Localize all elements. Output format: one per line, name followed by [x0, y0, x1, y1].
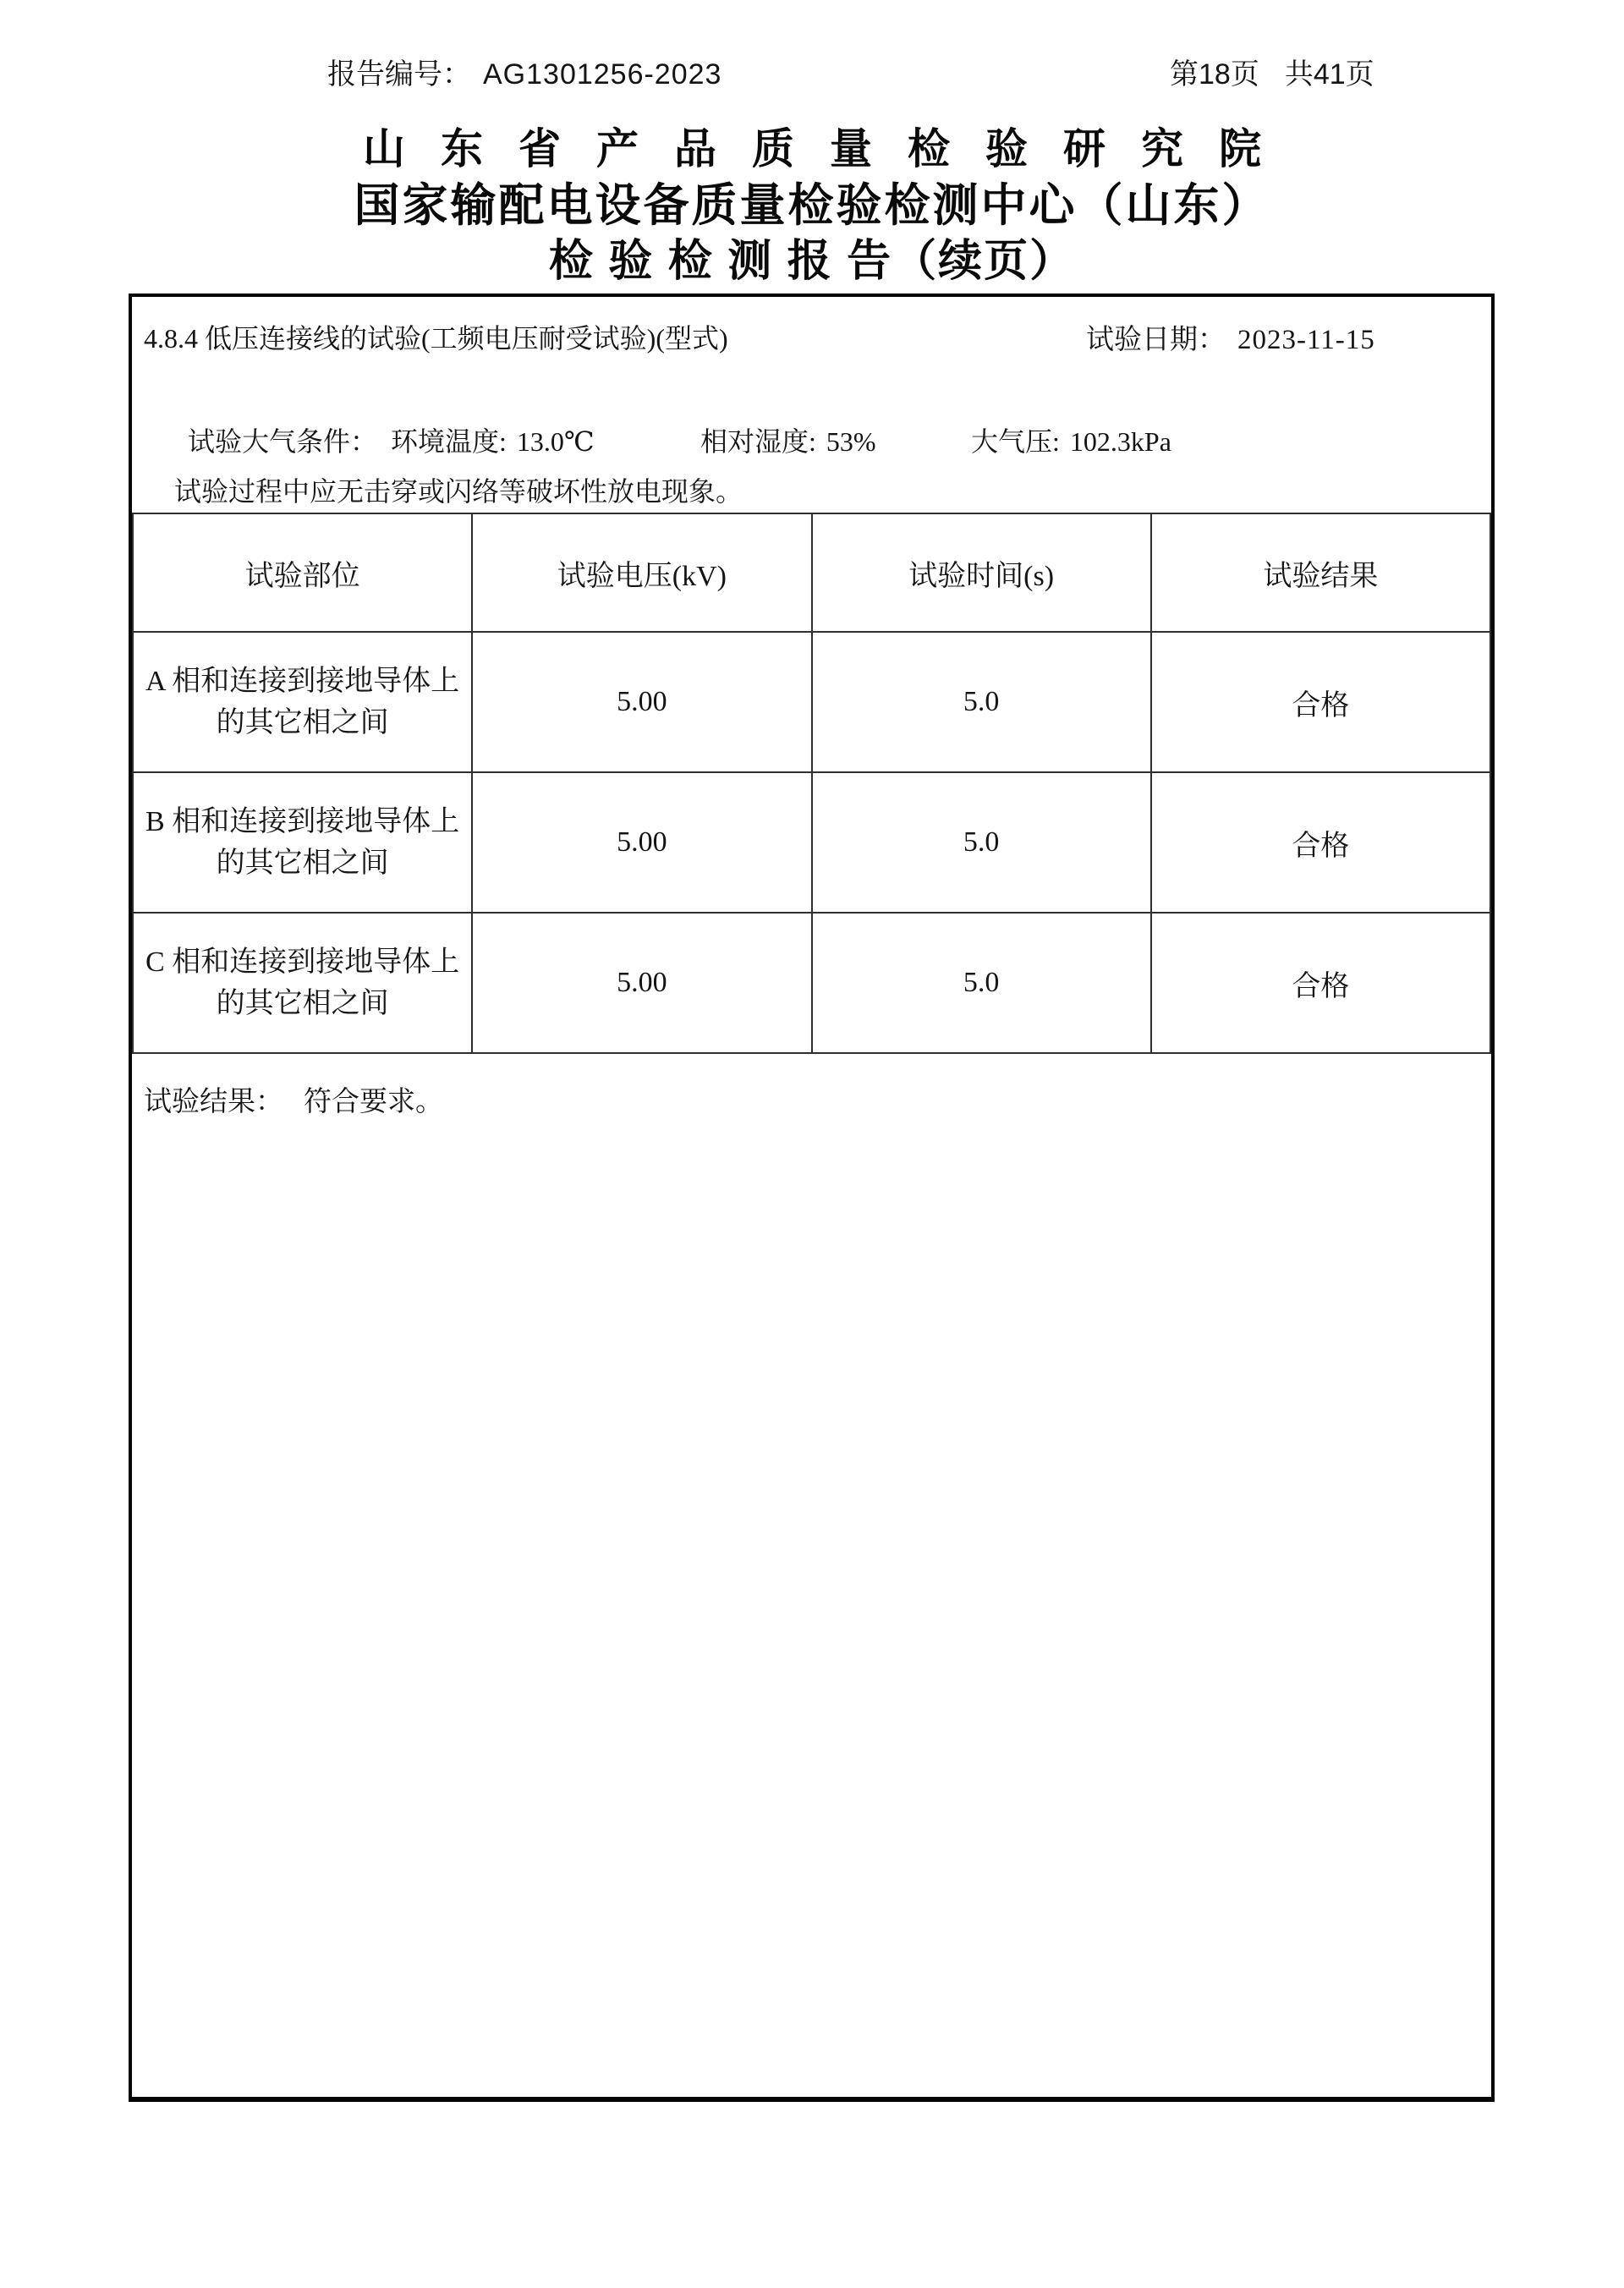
- col-header-voltage: 试验电压(kV): [472, 513, 811, 632]
- test-date-value: 2023-11-15: [1237, 325, 1375, 355]
- report-number-label: 报告编号：: [327, 58, 471, 91]
- voltage-cell: 5.00: [472, 913, 811, 1053]
- humidity-value: 53%: [826, 426, 876, 457]
- table-row: [133, 913, 1490, 1053]
- part-line2: 的其它相之间: [216, 988, 389, 1019]
- report-title: 检 验 检 测 报 告（续页）: [548, 237, 1076, 286]
- test-result-value: 符合要求。: [304, 1087, 443, 1117]
- time-cell: 5.0: [812, 632, 1151, 772]
- center-title: 国家输配电设备质量检验检测中心（山东）: [354, 180, 1270, 231]
- table-row: [133, 772, 1490, 913]
- report-number-value: AG1301256-2023: [483, 58, 722, 91]
- atmospheric-conditions: [132, 420, 1491, 457]
- conditions-label: 试验大气条件：: [188, 426, 378, 457]
- humidity-label: 相对湿度:: [700, 426, 816, 457]
- result-cell: 合格: [1151, 772, 1490, 913]
- test-result-label: 试验结果：: [144, 1087, 283, 1117]
- col-header-result: 试验结果: [1151, 513, 1490, 632]
- part-line2: 的其它相之间: [216, 707, 389, 738]
- page-total: 共41页: [1284, 58, 1374, 91]
- result-cell: 合格: [1151, 632, 1490, 772]
- col-header-time: 试验时间(s): [812, 513, 1151, 632]
- institute-title: 山东省产品质量检验研究院: [363, 125, 1297, 173]
- header-row: [133, 513, 1490, 632]
- part-line1: B 相和连接到接地导体上: [145, 805, 460, 837]
- temperature-item: [391, 420, 595, 459]
- results-table: [132, 513, 1491, 1054]
- temperature-label: 环境温度:: [391, 426, 507, 457]
- page-indicator: [1170, 51, 1374, 92]
- time-cell: 5.0: [812, 772, 1151, 913]
- part-cell: [133, 913, 472, 1053]
- part-cell: [133, 772, 472, 913]
- test-date: [1086, 317, 1375, 357]
- pressure-value: 102.3kPa: [1069, 426, 1171, 457]
- pressure-label: 大气压:: [971, 426, 1060, 457]
- col-header-part: 试验部位: [133, 513, 472, 632]
- pressure-item: [971, 420, 1171, 459]
- page-current: 第18页: [1170, 58, 1259, 91]
- result-cell: 合格: [1151, 913, 1490, 1053]
- test-date-label: 试验日期：: [1086, 325, 1226, 355]
- results-table-header: [133, 513, 1490, 632]
- report-content-box: [129, 294, 1495, 2102]
- humidity-item: [700, 420, 876, 459]
- report-number-line: [327, 51, 721, 92]
- part-line2: 的其它相之间: [216, 848, 389, 879]
- voltage-cell: 5.00: [472, 632, 811, 772]
- table-row: [133, 632, 1490, 772]
- time-cell: 5.0: [812, 913, 1151, 1053]
- temperature-value: 13.0℃: [516, 426, 595, 457]
- test-result-line: [144, 1079, 443, 1119]
- part-cell: [133, 632, 472, 772]
- test-requirement-note: 试验过程中应无击穿或闪络等破坏性放电现象。: [174, 476, 743, 507]
- part-line1: A 相和连接到接地导体上: [145, 665, 460, 697]
- voltage-cell: 5.00: [472, 772, 811, 913]
- part-line1: C 相和连接到接地导体上: [145, 946, 460, 978]
- test-clause: 4.8.4 低压连接线的试验(工频电压耐受试验)(型式): [144, 323, 728, 354]
